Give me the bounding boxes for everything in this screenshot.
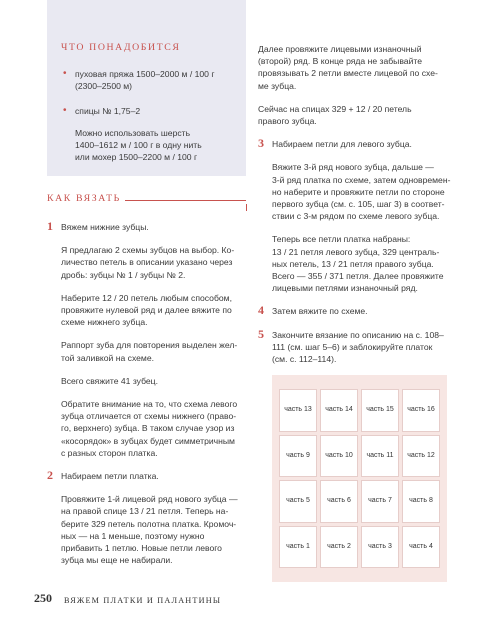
step-number: 5 <box>258 326 264 341</box>
section-heading <box>47 193 246 209</box>
step-1 <box>47 221 246 233</box>
text-line: Вяжем нижние зубцы. <box>61 222 149 232</box>
text-line: прибавить 1 петлю. Новые петли левого <box>61 543 222 554</box>
text-line: 13 / 21 петля левого зубца, 329 централь- <box>272 246 440 257</box>
text-line: • пуховая пряжа 1500–2000 м / 100 г <box>75 69 215 80</box>
section-rule <box>119 200 246 201</box>
paragraph <box>258 103 456 127</box>
text-line: Набираем петли платка. <box>61 471 159 482</box>
text-line: Затем вяжите по схеме. <box>272 306 368 317</box>
step-3 <box>258 138 456 150</box>
text-line: Обратите внимание на то, что схема левого <box>61 399 238 410</box>
text-line: Теперь все петли платка набраны: <box>272 234 411 245</box>
paragraph <box>258 161 456 222</box>
scheme-cell: часть 2 <box>320 526 358 569</box>
text-line: ных петель, 13 / 21 петля правого зубца. <box>272 258 434 269</box>
scheme-cell: часть 4 <box>402 526 440 569</box>
text-line: Далее провяжите лицевыми изнаночный <box>258 44 422 54</box>
text-line: (2300–2500 м) <box>75 81 133 92</box>
text-line: (см. с. 112–114). <box>272 354 337 365</box>
text-line: Провяжите 1-й лицевой ряд нового зубца — <box>61 494 238 505</box>
materials-note <box>61 127 232 164</box>
text-line: ме зубца. <box>258 80 297 91</box>
section-title: КАК ВЯЗАТЬ <box>47 193 125 205</box>
text-line: Всего — 355 / 371 петля. Далее провяжите <box>272 271 444 282</box>
step-number: 4 <box>258 303 264 318</box>
text-line: первого зубца (см. с. 105, шаг 3) в соответ- <box>272 199 445 210</box>
text-line: «косорядок» в зубцах будет симметричным <box>61 435 235 446</box>
text-line: Можно использовать шерсть <box>75 127 191 138</box>
text-line: (второй) ряд. В конце ряда не забывайте <box>258 56 423 67</box>
scheme-cell: часть 7 <box>361 480 399 523</box>
left-column <box>47 221 246 577</box>
text-line: лицевыми петлями изнаночный ряд. <box>272 283 418 294</box>
text-line: 1400–1612 м / 100 г в одну нить <box>75 140 202 151</box>
scheme-cell: часть 15 <box>361 389 399 432</box>
text-line: схеме нижнего зубца. <box>61 317 148 328</box>
scheme-cell: часть 16 <box>402 389 440 432</box>
materials-title: ЧТО ПОНАДОБИТСЯ <box>61 42 181 53</box>
paragraph <box>47 339 246 363</box>
text-line: берите 329 петель полотна платка. Кромоч- <box>61 518 237 529</box>
text-line: провяжите нулевой ряд и далее вяжите по <box>61 305 232 316</box>
text-line: ных — на 1 меньше, поэтому нужно <box>61 530 205 541</box>
paragraph <box>47 244 246 281</box>
scheme-cell: часть 13 <box>279 389 317 432</box>
materials-item-needles <box>61 105 232 117</box>
scheme-cell: часть 10 <box>320 435 358 478</box>
materials-item-yarn <box>61 68 232 92</box>
text-line: 111 (см. шаг 5–6) и заблокируйте платок <box>272 341 433 352</box>
paragraph <box>258 233 456 294</box>
materials-box <box>47 0 246 176</box>
rule-end-mark <box>246 204 247 211</box>
text-line: или мохер 1500–2200 м / 100 г <box>75 152 198 163</box>
text-line: на правой спице 13 / 21 петля. Теперь на- <box>61 506 229 517</box>
paragraph <box>47 375 246 387</box>
text-line: правого зубца. <box>258 116 317 127</box>
scheme-cell: часть 6 <box>320 480 358 523</box>
text-line: • спицы № 1,75–2 <box>75 105 141 116</box>
text-line: Набираем петли для левого зубца. <box>272 139 412 150</box>
step-number: 2 <box>47 468 53 483</box>
text-line: Сейчас на спицах 329 + 12 / 20 петель <box>258 103 412 114</box>
scheme-grid <box>279 389 440 568</box>
step-4 <box>258 305 456 317</box>
text-line: той заливкой на схеме. <box>61 352 154 363</box>
right-column <box>258 43 456 399</box>
text-line: личество петель в описании указано через <box>61 257 233 268</box>
text-line: Закончите вязание по описанию на с. 108– <box>272 329 444 340</box>
text-line: но наберите и провяжите петли по стороне <box>272 186 445 197</box>
page-footer <box>34 592 454 608</box>
text-line: с разных сторон платка. <box>61 447 158 458</box>
text-line: Наберите 12 / 20 петель любым способом, <box>61 292 232 303</box>
scheme-cell: часть 9 <box>279 435 317 478</box>
text-line: Всего свяжите 41 зубец. <box>61 375 158 386</box>
scheme-diagram <box>272 375 447 582</box>
text-line: зубца мы еще не набирали. <box>61 555 173 566</box>
scheme-cell: часть 11 <box>361 435 399 478</box>
text-line: Вяжите 3-й ряд нового зубца, дальше — <box>272 162 434 173</box>
scheme-cell: часть 1 <box>279 526 317 569</box>
paragraph <box>47 493 246 566</box>
step-2 <box>47 470 246 482</box>
scheme-cell: часть 5 <box>279 480 317 523</box>
materials-list <box>61 68 232 117</box>
step-number: 1 <box>47 219 53 233</box>
paragraph <box>258 43 456 92</box>
scheme-cell: часть 12 <box>402 435 440 478</box>
paragraph <box>47 292 246 329</box>
text-line: дробь: зубцы № 1 / зубцы № 2. <box>61 269 186 280</box>
scheme-cell: часть 14 <box>320 389 358 432</box>
text-line: Раппорт зуба для повторения выделен жел- <box>61 340 238 351</box>
page-number: 250 <box>34 591 52 605</box>
text-line: го, верхнего) зубца. В таком случае узор из <box>61 423 235 434</box>
step-5 <box>258 326 456 366</box>
text-line: 3-й ряд платка по схеме, затем одновремен- <box>272 174 451 185</box>
text-line: ствии с 3-м рядом по схеме левого зубца. <box>272 211 440 222</box>
paragraph <box>47 398 246 459</box>
scheme-cell: часть 8 <box>402 480 440 523</box>
text-line: Я предлагаю 2 схемы зубцов на выбор. Ко- <box>61 245 235 256</box>
scheme-cell: часть 3 <box>361 526 399 569</box>
text-line: провязывать 2 петли вместе лицевой по схе- <box>258 68 438 79</box>
step-number: 3 <box>258 136 264 151</box>
running-head: ВЯЖЕМ ПЛАТКИ И ПАЛАНТИНЫ <box>64 596 222 605</box>
text-line: зубца отличается от схемы нижнего (право- <box>61 411 237 422</box>
